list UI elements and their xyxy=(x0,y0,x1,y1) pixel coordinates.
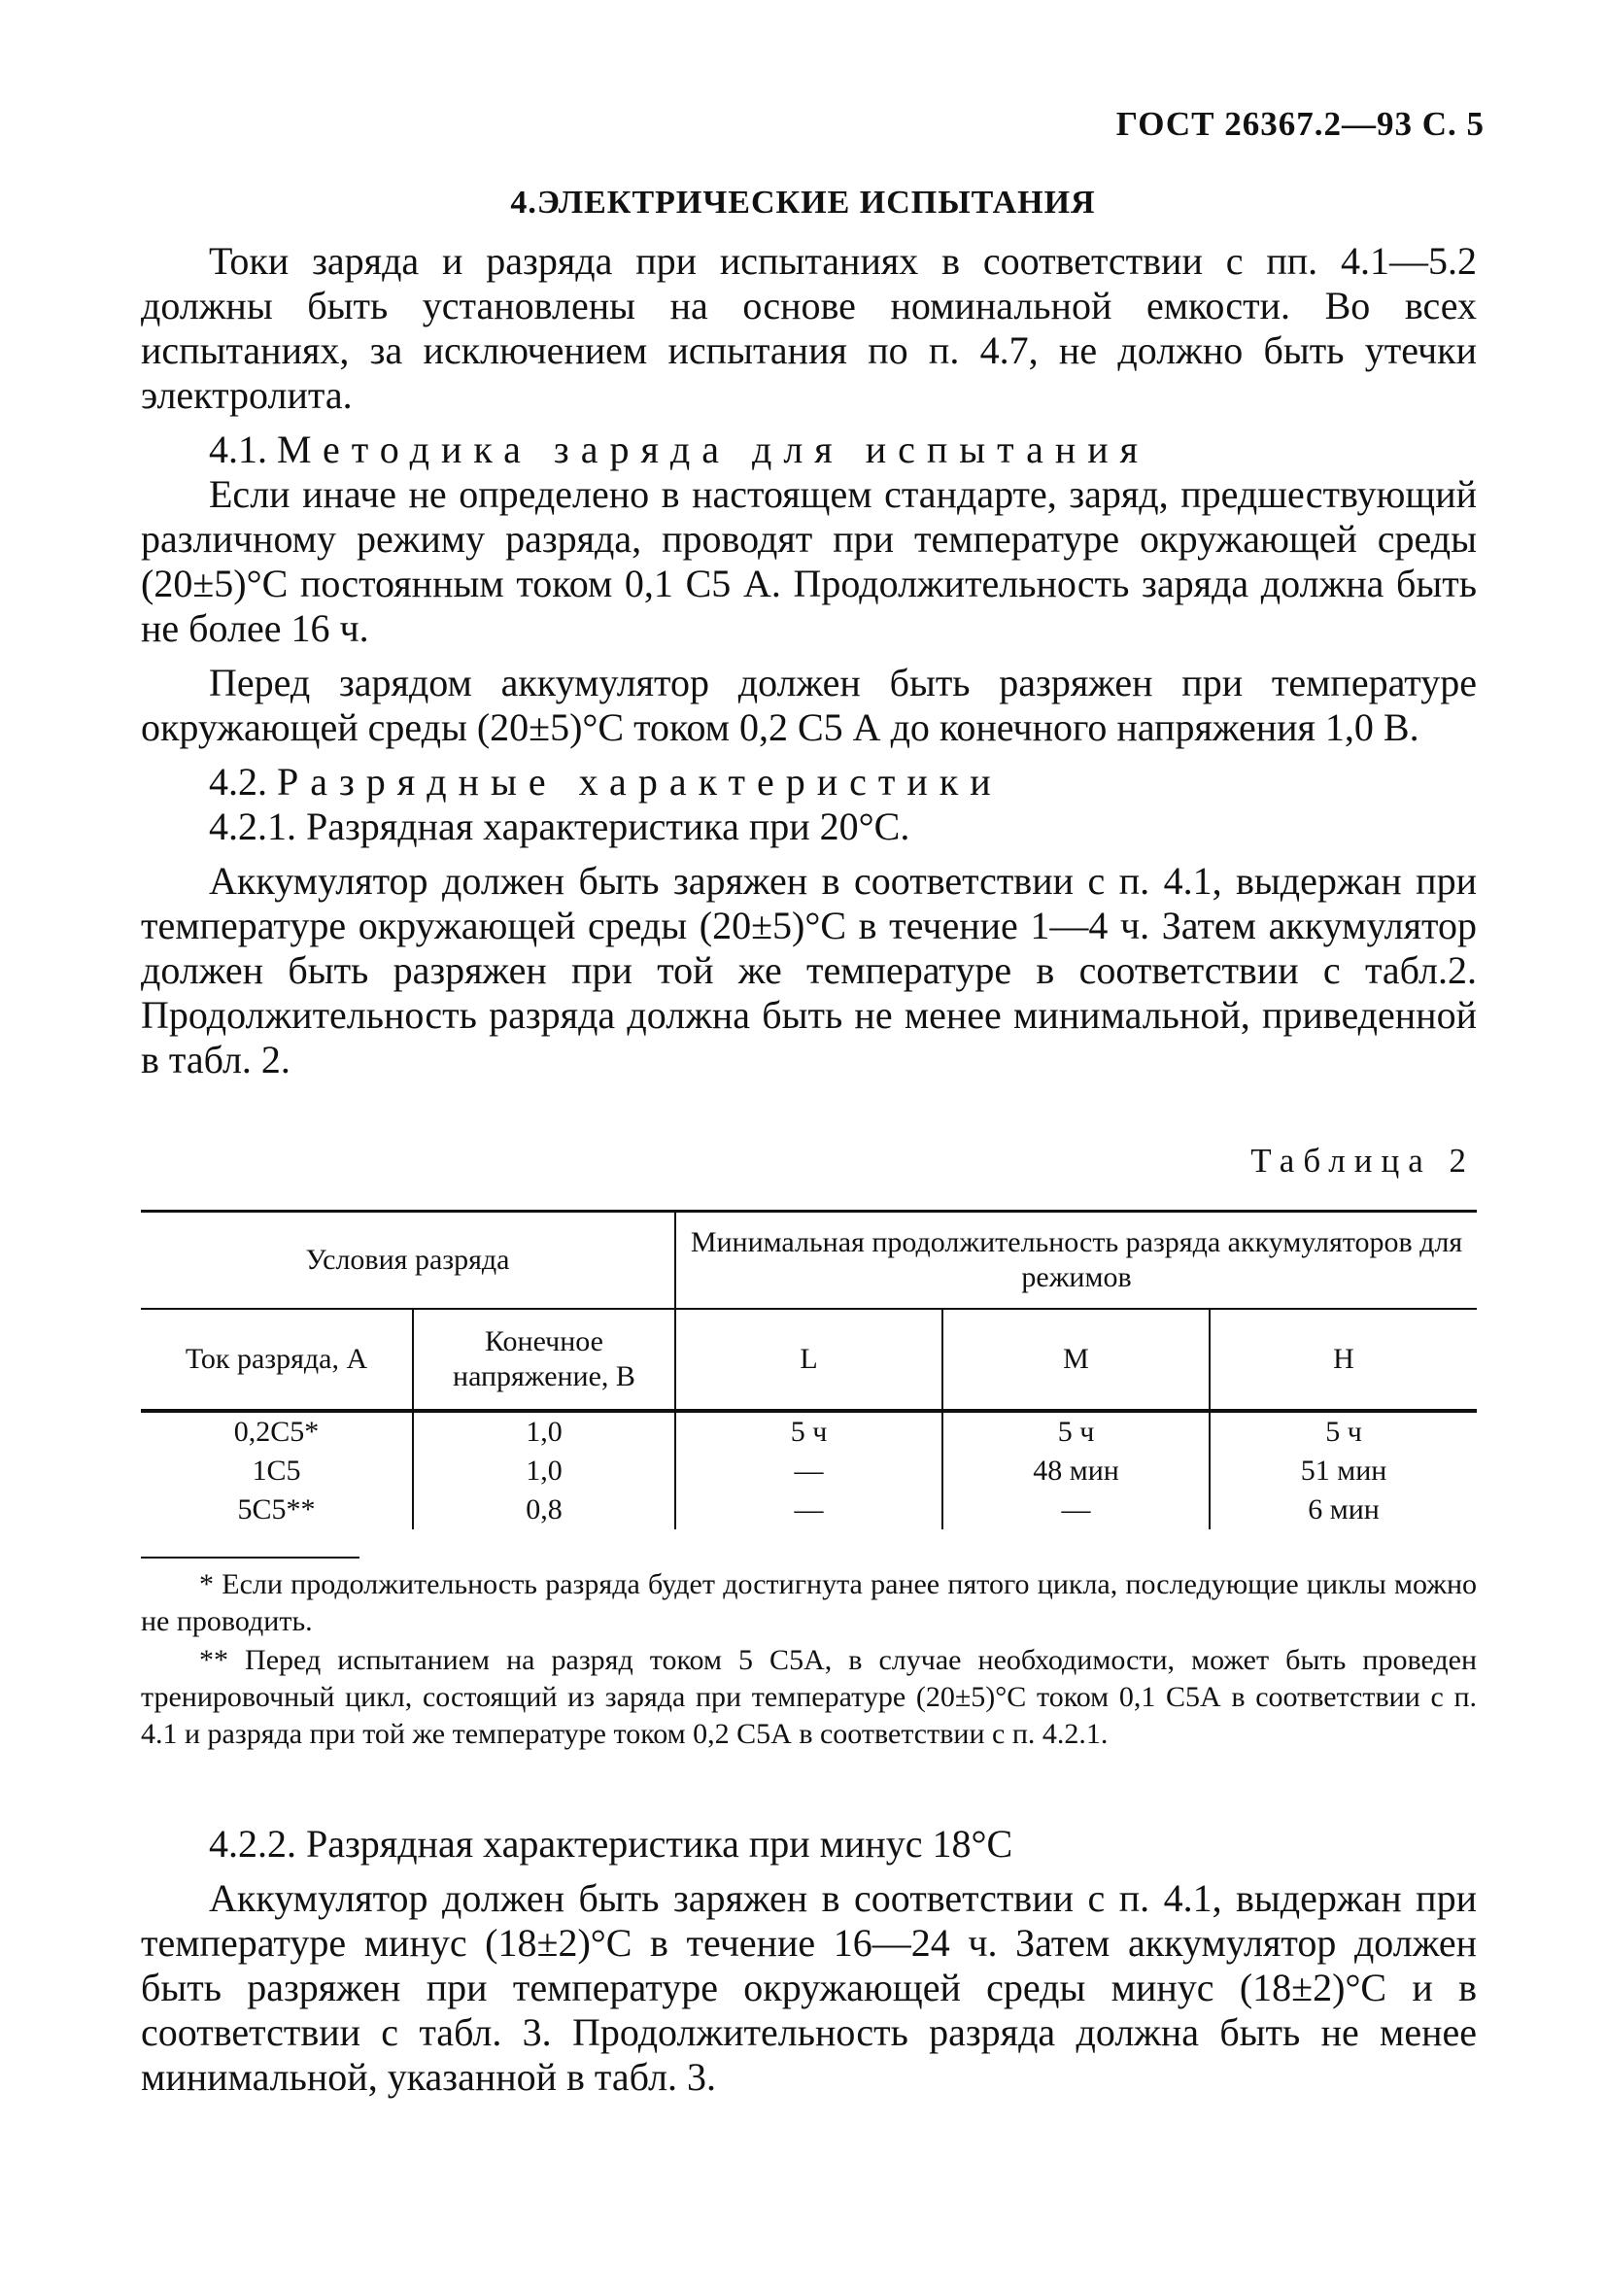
s41-title: Методика заряда для испытания xyxy=(277,428,1150,471)
footnote-1: * Если продолжительность разряда будет достигнута ранее пятого цикла, последующие циклы можно не проводить. xyxy=(141,1568,1477,1637)
intro-paragraph: Токи заряда и разряда при испытаниях в соответствии с пп. 4.1—5.2 должны быть установлены на основе номинальной емкости. Во всех испытаниях, за исключением испытания по п. 4.7, не должно быть утечки электролита. xyxy=(141,239,1477,417)
cell-l: — xyxy=(675,1452,942,1491)
cell-h: 6 мин xyxy=(1210,1491,1477,1529)
cell-voltage: 1,0 xyxy=(413,1411,675,1452)
main-text-upper xyxy=(141,239,1477,1082)
s41-paragraph-1: Если иначе не определено в настоящем стандарте, заряд, предшествующий различному режиму разряда, проводят при температуре окружающей среды (20±5)°С постоянным током 0,1 C5 А. Продолжительность заряда должна быть не более 16 ч. xyxy=(141,472,1477,650)
table-2 xyxy=(141,1210,1477,1529)
table-row xyxy=(141,1491,1477,1529)
s41-heading xyxy=(141,428,1477,472)
s422-paragraph: Аккумулятор должен быть заряжен в соответствии с п. 4.1, выдержан при температуре минус (18±2)°С в течение 16—24 ч. Затем аккумулятор должен быть разряжен при температуре окружающей среды минус (18±2)°С и в соответствии с табл. 3. Продолжительность разряда должна быть не менее минимальной, указанной в табл. 3. xyxy=(141,1876,1477,2099)
s42-heading xyxy=(141,760,1477,805)
header-mode-m: M xyxy=(942,1309,1210,1411)
s421-paragraph: Аккумулятор должен быть заряжен в соответствии с п. 4.1, выдержан при температуре окружающей среды (20±5)°С в течение 1—4 ч. Затем аккумулятор должен быть разряжен при той же температуре в соответствии с табл.2. Продолжительность разряда должна быть не менее минимальной, приведенной в табл. 2. xyxy=(141,859,1477,1081)
s41-number: 4.1. xyxy=(209,428,267,471)
cell-h: 51 мин xyxy=(1210,1452,1477,1491)
header-mode-l: L xyxy=(675,1309,942,1411)
section-title: 4.ЭЛЕКТРИЧЕСКИЕ ИСПЫТАНИЯ xyxy=(510,185,1096,221)
cell-m: 48 мин xyxy=(942,1452,1210,1491)
cell-current: 1C5 xyxy=(141,1452,413,1491)
main-text-lower xyxy=(141,1822,1477,2100)
cell-voltage: 0,8 xyxy=(413,1491,675,1529)
table-row xyxy=(141,1452,1477,1491)
footnote-divider xyxy=(141,1557,359,1559)
s42-title: Разрядные характеристики xyxy=(277,760,1003,804)
cell-h: 5 ч xyxy=(1210,1411,1477,1452)
cell-voltage: 1,0 xyxy=(413,1452,675,1491)
header-mode-h: H xyxy=(1210,1309,1477,1411)
header-voltage: Конечное напряжение, В xyxy=(413,1309,675,1411)
s41-paragraph-2: Перед зарядом аккумулятор должен быть разряжен при температуре окружающей среды (20±5)°С током 0,2 C5 А до конечного напряжения 1,0 В. xyxy=(141,661,1477,749)
table-row xyxy=(141,1411,1477,1452)
s42-number: 4.2. xyxy=(209,760,267,804)
table2-label: Таблица 2 xyxy=(1250,1142,1475,1180)
footnotes xyxy=(141,1566,1477,1755)
cell-m: 5 ч xyxy=(942,1411,1210,1452)
header-min-duration: Минимальная продолжительность разряда аккумуляторов для режимов xyxy=(675,1212,1477,1310)
s422-heading: 4.2.2. Разрядная характеристика при минус 18°С xyxy=(209,1822,1013,1866)
cell-current: 5C5** xyxy=(141,1491,413,1529)
cell-m: — xyxy=(942,1491,1210,1529)
footnote-2: ** Перед испытанием на разряд током 5 C5А, в случае необходимости, может быть проведен тренировочный цикл, состоящий из заряда при температуре (20±5)°С током 0,1 C5А в соответствии с п. 4.1 и разряда при той же температуре током 0,2 C5А в соответствии с п. 4.2.1. xyxy=(141,1644,1477,1750)
cell-current: 0,2C5* xyxy=(141,1411,413,1452)
cell-l: — xyxy=(675,1491,942,1529)
s421-heading: 4.2.1. Разрядная характеристика при 20°С. xyxy=(209,805,910,848)
cell-l: 5 ч xyxy=(675,1411,942,1452)
page-header: ГОСТ 26367.2—93 С. 5 xyxy=(1115,105,1485,143)
header-current: Ток разряда, А xyxy=(141,1309,413,1411)
header-discharge-conditions: Условия разряда xyxy=(141,1212,675,1310)
